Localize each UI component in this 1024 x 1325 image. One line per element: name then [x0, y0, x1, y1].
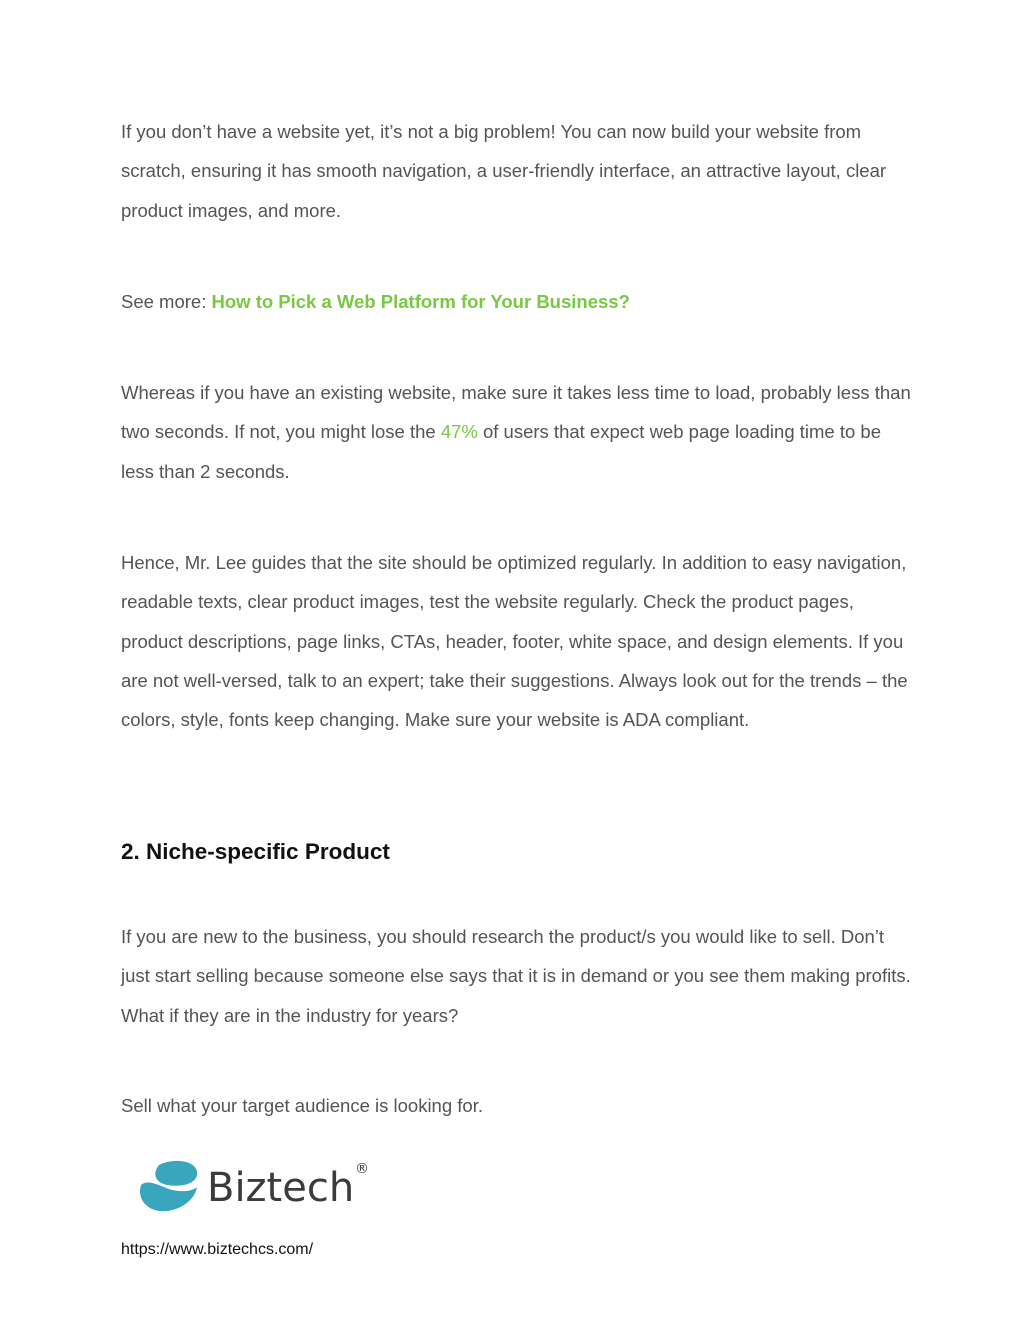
- footer-url-link[interactable]: https://www.biztechcs.com/: [121, 1241, 314, 1258]
- biztech-logo-text: Biztech: [207, 1165, 355, 1211]
- paragraph-see-more: [121, 282, 911, 321]
- paragraph-research: If you are new to the business, you should research the product/s you would like to sell. Don’t just start selling because someone else says that it is in demand or you see them making profits. What if they are in the industry for years?: [121, 926, 911, 1026]
- registered-mark: ®: [355, 1161, 369, 1177]
- load-time-text-before: Whereas if you have an existing website, make sure it takes less time to load, probably less than two seconds. If not, you might lose the: [121, 382, 911, 443]
- section-heading: 2. Niche-specific Product: [121, 839, 390, 864]
- paragraph-website-build: If you don’t have a website yet, it’s not a big problem! You can now build your website from scratch, ensuring it has smooth navigation, a user-friendly interface, an attractive layout, clear product images, and more.: [121, 121, 887, 221]
- paragraph-optimization: Hence, Mr. Lee guides that the site should be optimized regularly. In addition to easy navigation, readable texts, clear product images, test the website regularly. Check the product pages, product descriptions, page links, CTAs, header, footer, white space, and design elements. If you are not well-versed, talk to an expert; take their suggestions. Always look out for the trends – the colors, style, fonts keep changing. Make sure your website is ADA compliant.: [121, 552, 908, 731]
- biztech-logo: [137, 1155, 377, 1219]
- paragraph-target-audience: Sell what your target audience is looking for.: [121, 1095, 483, 1116]
- see-more-prefix: See more:: [121, 291, 212, 312]
- load-time-stat-link[interactable]: 47%: [440, 421, 478, 443]
- biztech-logo-icon: [140, 1161, 197, 1211]
- paragraph-load-time: [121, 373, 911, 491]
- load-time-text-after: of users that expect web page loading time to be less than 2 seconds.: [121, 421, 881, 482]
- see-more-link[interactable]: How to Pick a Web Platform for Your Business?: [211, 291, 630, 312]
